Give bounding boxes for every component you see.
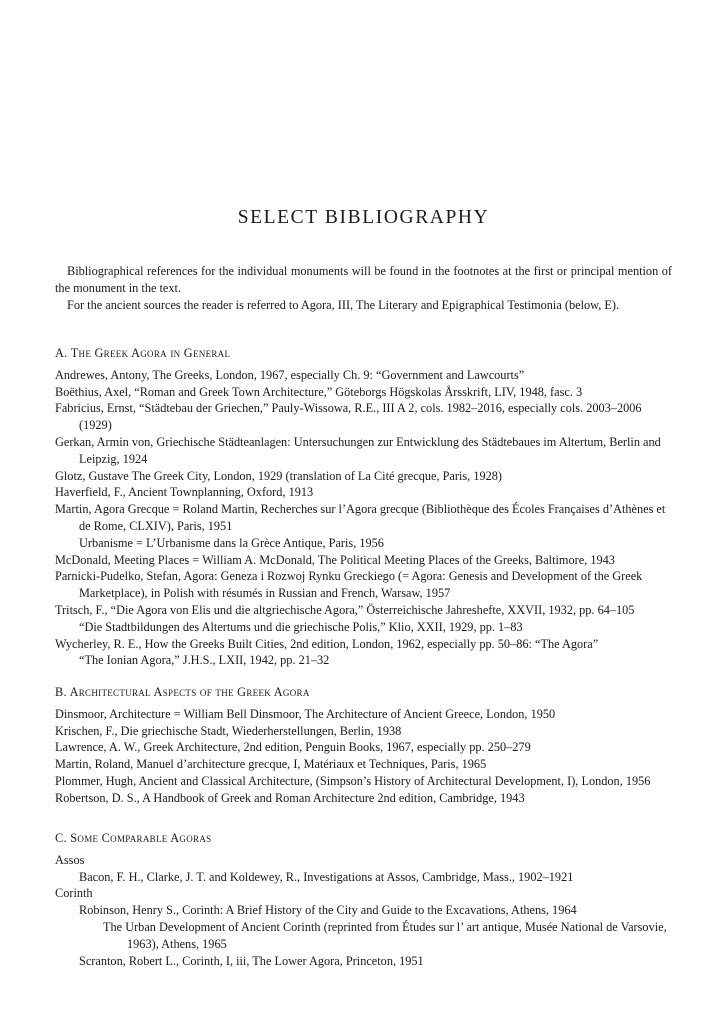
page-title: SELECT BIBLIOGRAPHY (237, 207, 490, 228)
bib-entry: Haverfield, F., Ancient Townplanning, Oxford, 1913 (55, 485, 314, 500)
bib-entry: Scranton, Robert L., Corinth, I, iii, The Lower Agora, Princeton, 1951 (79, 953, 424, 968)
bib-entry: Lawrence, A. W., Greek Architecture, 2nd edition, Penguin Books, 1967, especially pp. 250–279 (55, 740, 531, 755)
section-b (55, 684, 672, 807)
bib-entry: Dinsmoor, Architecture = William Bell Dinsmoor, The Architecture of Ancient Greece, London, 1950 (55, 706, 556, 721)
section-a (55, 345, 672, 669)
bib-entry: Plommer, Hugh, Ancient and Classical Architecture, (Simpson’s History of Architectural Development, I), London, 1956 (55, 773, 651, 788)
bib-subentry: “Die Stadtbildungen des Altertums und die griechische Polis,” Klio, XXII, 1929, pp. 1–83 (79, 619, 523, 634)
section-heading: A. The Greek Agora in General (55, 346, 231, 360)
bib-subentry: “The Ionian Agora,” J.H.S., LXII, 1942, pp. 21–32 (79, 653, 330, 668)
section-c (55, 830, 672, 969)
bib-entry: Martin, Agora Grecque = Roland Martin, Recherches sur l’Agora grecque (Bibliothèque des Écoles Françaises d’Athènes et de Rome, CLXIV), Paris, 1951 (55, 502, 666, 533)
bib-entry: Robertson, D. S., A Handbook of Greek and Roman Architecture 2nd edition, Cambridge, 1943 (55, 790, 525, 805)
bib-entry: McDonald, Meeting Places = William A. McDonald, The Political Meeting Places of the Greeks, Baltimore, 1943 (55, 552, 615, 567)
bib-entry: Parnicki-Pudelko, Stefan, Agora: Geneza i Rozwoj Rynku Greckiego (= Agora: Genesis and Development of the Greek Marketplace), in Polish with résumés in Russian and French, Warsaw, 1957 (55, 569, 643, 601)
bib-entry: Boëthius, Axel, “Roman and Greek Town Architecture,” Göteborgs Högskolas Årsskrift, LIV, 1948, fasc. 3 (55, 384, 583, 399)
bib-entry: Martin, Roland, Manuel d’architecture grecque, I, Matériaux et Techniques, Paris, 1965 (55, 757, 487, 772)
bib-entry: Gerkan, Armin von, Griechische Städteanlagen: Untersuchungen zur Entwicklung des Städtebaues im Altertum, Berlin and Leipzig, 1924 (55, 434, 661, 466)
intro-paragraph: Bibliographical references for the individual monuments will be found in the footnotes at the first or principal mention of the monument in the text. (55, 264, 672, 295)
bib-entry: Fabricius, Ernst, “Städtebau der Griechen,” Pauly-Wissowa, R.E., III A 2, cols. 1982–2016, especially cols. 2003–2006 (1929) (55, 401, 642, 433)
bib-subentry: Urbanisme = L’Urbanisme dans la Grèce Antique, Paris, 1956 (79, 535, 384, 550)
section-heading: B. Architectural Aspects of the Greek Agora (55, 685, 310, 699)
bib-entry: Glotz, Gustave The Greek City, London, 1929 (translation of La Cité grecque, Paris, 1928) (55, 468, 503, 483)
section-heading: C. Some Comparable Agoras (55, 831, 212, 845)
bib-entry: Krischen, F., Die griechische Stadt, Wiederherstellungen, Berlin, 1938 (55, 723, 402, 738)
site-heading: Corinth (55, 886, 93, 901)
bib-entry: Tritsch, F., “Die Agora von Elis und die altgriechische Agora,” Österreichische Jahreshefte, XXVII, 1932, pp. 64–105 (55, 602, 635, 617)
bib-entry: Robinson, Henry S., Corinth: A Brief History of the City and Guide to the Excavations, Athens, 1964 (79, 903, 577, 918)
intro-block (55, 263, 672, 313)
bib-entry: Wycherley, R. E., How the Greeks Built Cities, 2nd edition, London, 1962, especially pp. 50–86: “The Agora” (55, 636, 599, 651)
intro-paragraph: For the ancient sources the reader is referred to Agora, III, The Literary and Epigraphical Testimonia (below, E). (67, 297, 620, 312)
bib-entry: Andrewes, Antony, The Greeks, London, 1967, especially Ch. 9: “Government and Lawcourts” (55, 367, 525, 382)
bib-entry: Bacon, F. H., Clarke, J. T. and Koldewey, R., Investigations at Assos, Cambridge, Mass., 1902–1921 (79, 869, 574, 884)
site-heading: Assos (55, 852, 85, 867)
bib-subentry: The Urban Development of Ancient Corinth (reprinted from Études sur l’ art antique, Musée National de Varsovie, 1963), Athens, 1965 (103, 919, 667, 951)
